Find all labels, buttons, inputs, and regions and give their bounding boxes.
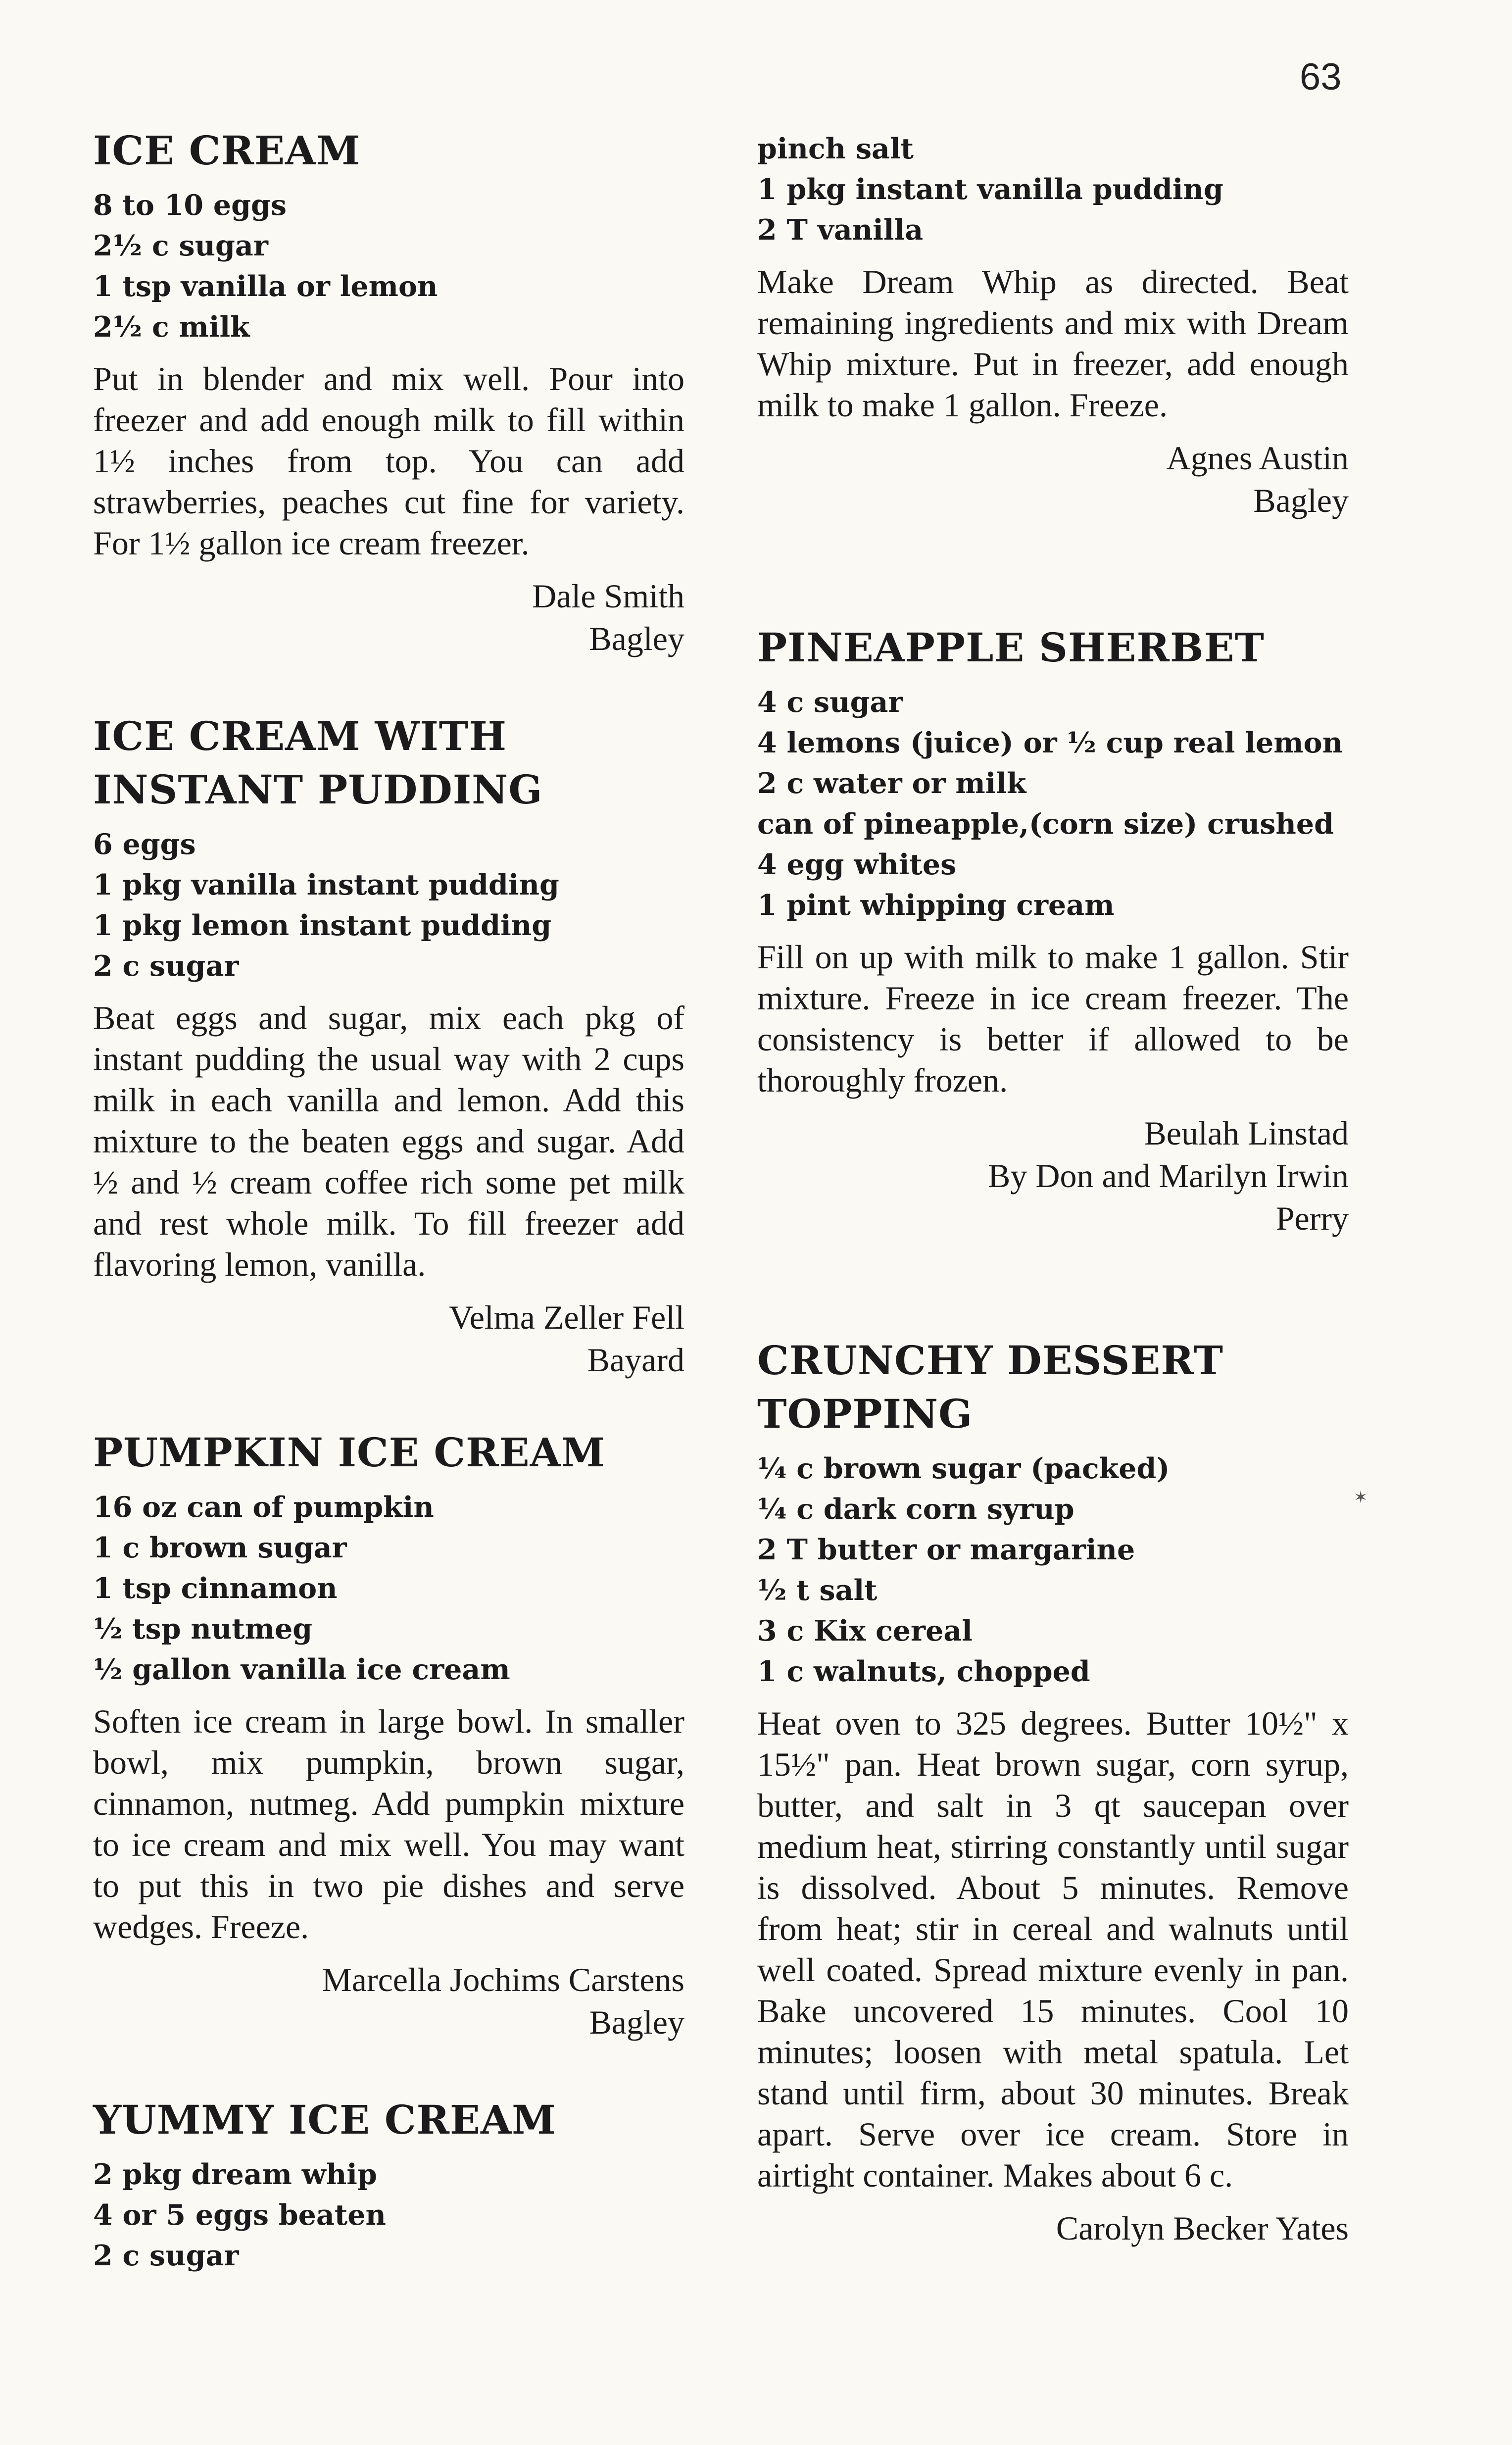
ingredient: 4 or 5 eggs beaten bbox=[93, 2198, 386, 2232]
ingredient: ½ tsp nutmeg bbox=[93, 1612, 313, 1646]
ingredient: 2 T butter or margarine bbox=[757, 1533, 1135, 1566]
recipe-pumpkin-ice-cream bbox=[93, 1426, 684, 2044]
ingredient: 16 oz can of pumpkin bbox=[93, 1491, 434, 1524]
contributor-town: Bagley bbox=[589, 2003, 684, 2041]
contributor-name: Beulah Linstad bbox=[1144, 1114, 1349, 1152]
recipe-pineapple-sherbet bbox=[757, 621, 1349, 1240]
ingredient: 4 c sugar bbox=[757, 686, 903, 719]
ingredient: 3 c Kix cereal bbox=[757, 1614, 973, 1647]
recipe-title: PUMPKIN ICE CREAM bbox=[93, 1429, 606, 1476]
stray-mark-icon: ✶ bbox=[1354, 1488, 1368, 1507]
recipe-directions: Make Dream Whip as directed. Beat remaining ingredients and mix with Dream Whip mixture. Put in freezer, add enough milk to make 1 gallon. Freeze. bbox=[757, 263, 1349, 424]
ingredient-list bbox=[757, 682, 1349, 926]
ingredient-list bbox=[93, 2154, 684, 2276]
recipe-title: PINEAPPLE SHERBET bbox=[757, 624, 1265, 671]
recipe-title: CRUNCHY DESSERT TOPPING bbox=[757, 1337, 1223, 1437]
ingredient: 1 tsp cinnamon bbox=[93, 1572, 338, 1605]
right-column bbox=[757, 129, 1349, 2249]
ingredient: 1 pint whipping cream bbox=[757, 889, 1115, 922]
contributor-town: Bagley bbox=[1253, 482, 1349, 519]
ingredient: can of pineapple,(corn size) crushed bbox=[757, 807, 1334, 841]
ingredient: 8 to 10 eggs bbox=[93, 189, 287, 222]
recipe-title: ICE CREAM bbox=[93, 127, 361, 174]
recipe-ice-cream bbox=[93, 124, 684, 660]
ingredient: ¼ c brown sugar (packed) bbox=[757, 1452, 1170, 1485]
ingredient: 2 T vanilla bbox=[757, 213, 924, 247]
contributor-town: Bayard bbox=[587, 1341, 684, 1379]
recipe-attribution bbox=[93, 1296, 684, 1381]
recipe-directions: Put in blender and mix well. Pour into freezer and add enough milk to fill within 1½ inches from top. You can add strawberries, peaches cut fine for variety. For 1½ gallon ice cream freezer. bbox=[93, 360, 684, 562]
page-number: 63 bbox=[1300, 56, 1342, 98]
contributor-note: By Don and Marilyn Irwin bbox=[987, 1157, 1349, 1195]
recipe-attribution bbox=[757, 2207, 1349, 2249]
recipe-ice-cream-with-instant-pudding bbox=[93, 709, 684, 1381]
recipe-attribution bbox=[93, 575, 684, 660]
recipe-title: ICE CREAM WITH INSTANT PUDDING bbox=[93, 713, 543, 813]
ingredient: 2 c water or milk bbox=[757, 767, 1026, 800]
ingredient: 1 tsp vanilla or lemon bbox=[93, 270, 438, 303]
ingredient: 1 c walnuts, chopped bbox=[757, 1655, 1090, 1688]
recipe-directions: Fill on up with milk to make 1 gallon. Stir mixture. Freeze in ice cream freezer. The consistency is better if allowed to be thoroughly frozen. bbox=[757, 938, 1349, 1099]
ingredient: 2 pkg dream whip bbox=[93, 2158, 377, 2191]
ingredient-list bbox=[93, 1487, 684, 1690]
recipe-title: YUMMY ICE CREAM bbox=[93, 2096, 556, 2143]
recipe-attribution bbox=[93, 1958, 684, 2044]
recipe-attribution bbox=[757, 1112, 1349, 1240]
contributor-name: Agnes Austin bbox=[1166, 439, 1349, 477]
contributor-town: Bagley bbox=[589, 620, 684, 657]
ingredient: 1 pkg lemon instant pudding bbox=[93, 909, 552, 942]
recipe-crunchy-dessert-topping bbox=[757, 1334, 1349, 2249]
ingredient: 1 pkg vanilla instant pudding bbox=[93, 868, 559, 901]
contributor-town: Perry bbox=[1275, 1199, 1349, 1237]
ingredient: ¼ c dark corn syrup bbox=[757, 1493, 1074, 1526]
recipe-directions: Beat eggs and sugar, mix each pkg of instant pudding the usual way with 2 cups milk in each vanilla and lemon. Add this mixture to the beaten eggs and sugar. Add ½ and ½ cream coffee rich some pet milk and rest whole milk. To fill freezer add flavoring lemon, vanilla. bbox=[93, 999, 684, 1283]
ingredient-list bbox=[93, 824, 684, 987]
left-column bbox=[93, 124, 684, 2287]
recipe-yummy-ice-cream-continued bbox=[757, 129, 1349, 522]
recipe-directions: Heat oven to 325 degrees. Butter 10½" x 15½" pan. Heat brown sugar, corn syrup, butter, and salt in 3 qt saucepan over medium heat, stirring constantly until sugar is dissolved. About 5 minutes. Remove from heat; stir in cereal and walnuts until well coated. Spread mixture evenly in pan. Bake uncovered 15 minutes. Cool 10 minutes; loosen with metal spatula. Let stand until firm, about 30 minutes. Break apart. Serve over ice cream. Store in airtight container. Makes about 6 c. bbox=[757, 1704, 1349, 2194]
ingredient: 4 lemons (juice) or ½ cup real lemon bbox=[757, 726, 1343, 759]
recipe-yummy-ice-cream bbox=[93, 2093, 684, 2276]
contributor-name: Marcella Jochims Carstens bbox=[322, 1961, 684, 1998]
contributor-name: Dale Smith bbox=[532, 577, 684, 615]
ingredient-list bbox=[757, 1448, 1349, 1692]
ingredient: 1 c brown sugar bbox=[93, 1531, 347, 1564]
recipe-directions: Soften ice cream in large bowl. In smaller bowl, mix pumpkin, brown sugar, cinnamon, nutmeg. Add pumpkin mixture to ice cream and mix well. You may want to put this in two pie dishes and serve wedges. Freeze. bbox=[93, 1702, 684, 1946]
ingredient-list bbox=[93, 185, 684, 348]
contributor-name: Velma Zeller Fell bbox=[449, 1298, 684, 1336]
ingredient: 4 egg whites bbox=[757, 848, 957, 881]
ingredient: pinch salt bbox=[757, 132, 914, 165]
ingredient: ½ gallon vanilla ice cream bbox=[93, 1653, 510, 1686]
ingredient: 2 c sugar bbox=[93, 2239, 239, 2272]
ingredient: 6 eggs bbox=[93, 828, 196, 861]
ingredient: 2½ c milk bbox=[93, 310, 250, 344]
ingredient: ½ t salt bbox=[757, 1574, 878, 1607]
contributor-name: Carolyn Becker Yates bbox=[1056, 2209, 1349, 2247]
ingredient: 1 pkg instant vanilla pudding bbox=[757, 173, 1223, 206]
ingredient-list bbox=[757, 129, 1349, 250]
recipe-attribution bbox=[757, 437, 1349, 522]
ingredient: 2 c sugar bbox=[93, 949, 239, 983]
ingredient: 2½ c sugar bbox=[93, 229, 268, 262]
